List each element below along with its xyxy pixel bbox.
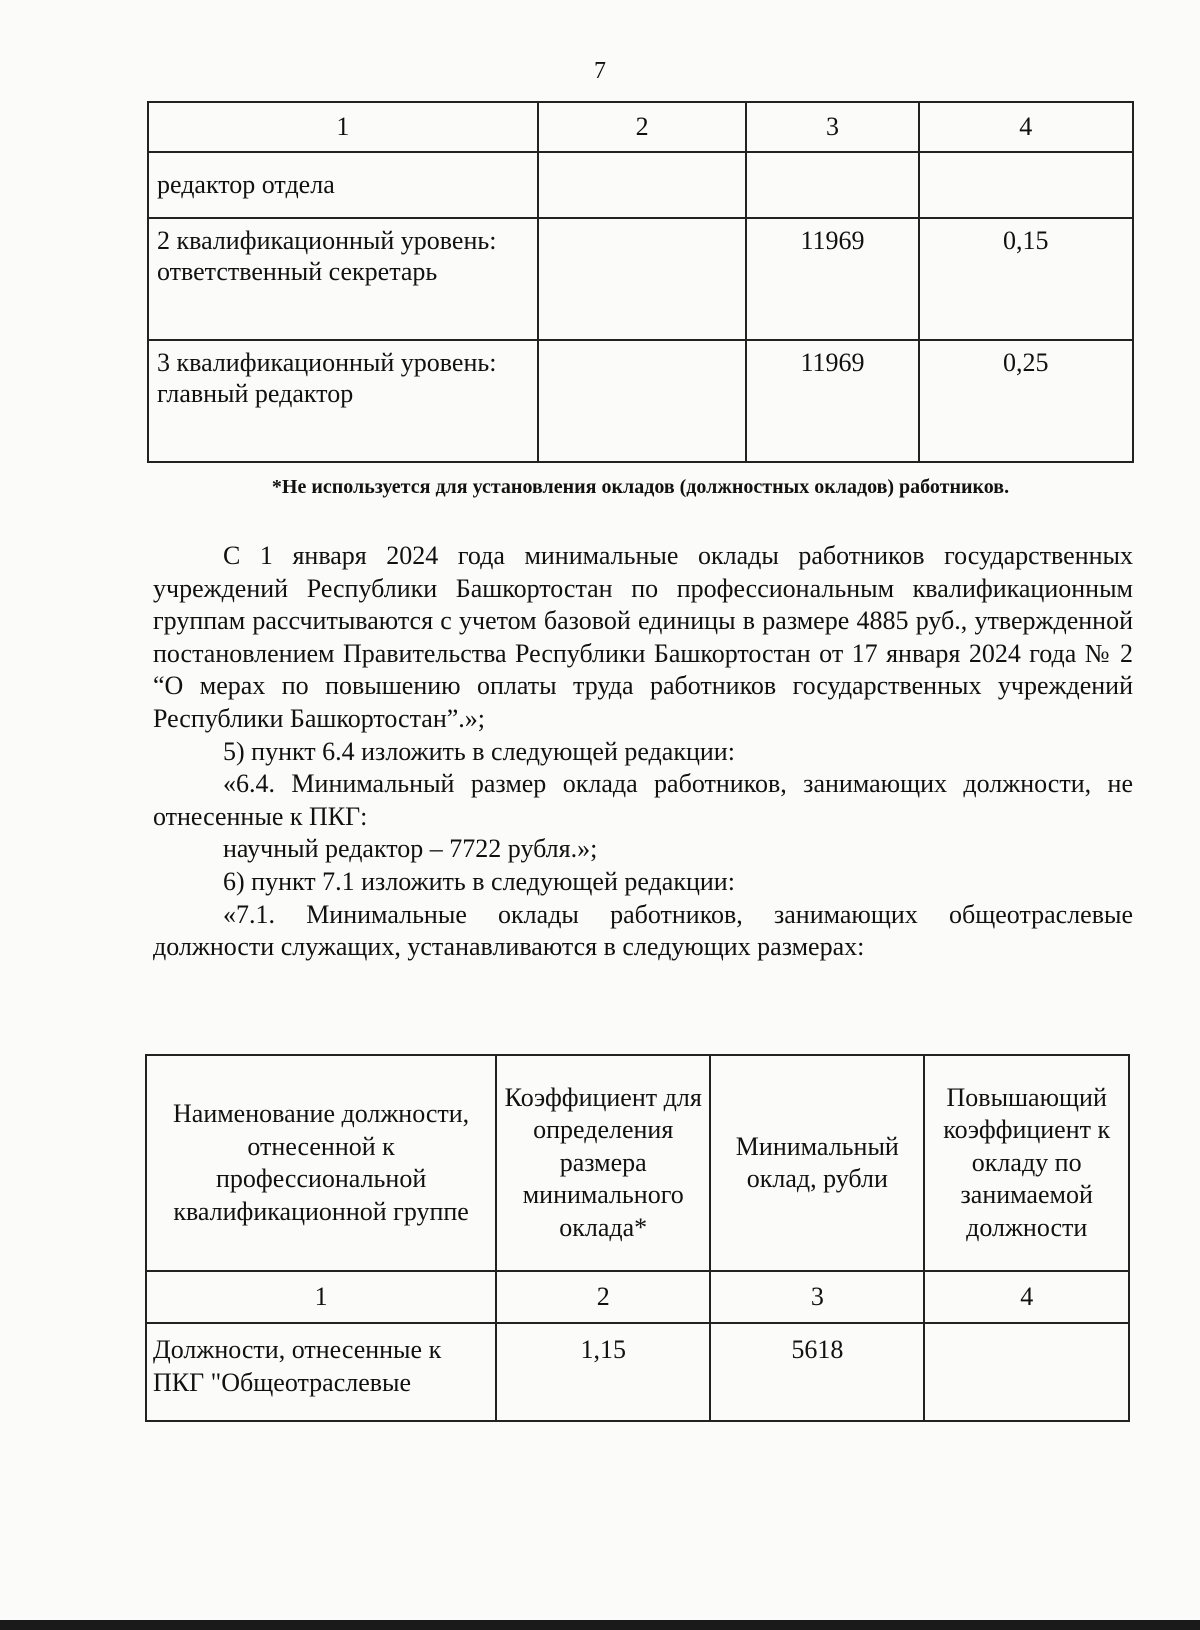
increase-coefficient-cell: 0,25 bbox=[919, 340, 1133, 462]
position-name-cell: 3 квалификационный уровень: главный редактор bbox=[148, 340, 538, 462]
column-number-1: 1 bbox=[146, 1271, 496, 1323]
position-name-cell: Должности, отнесенные к ПКГ "Общеотраслевые bbox=[146, 1323, 496, 1421]
paragraph-base-unit: С 1 января 2024 года минимальные оклады работников государственных учреждений Республики Башкортостан по профессиональным квалификационным группам рассчитываются с учетом базовой единицы в размере 4885 руб., утвержденной постановлением Правительства Республики Башкортостан от 17 января 2024 года № 2 “О мерах по повышению оплаты труда работников государственных учреждений Республики Башкортостан”.»; bbox=[153, 541, 1133, 733]
table-footnote: *Не используется для установления окладов (должностных окладов) работников. bbox=[271, 476, 1010, 498]
column-number-4: 4 bbox=[924, 1271, 1129, 1323]
coefficient-cell bbox=[538, 340, 747, 462]
table-row bbox=[148, 218, 1133, 340]
column-number-3: 3 bbox=[746, 102, 918, 152]
position-name-cell: 2 квалификационный уровень: ответственный секретарь bbox=[148, 218, 538, 340]
header-increase-coefficient: Повышающий коэффициент к окладу по занимаемой должности bbox=[924, 1055, 1129, 1271]
general-positions-salary-table bbox=[145, 1054, 1130, 1422]
position-name-cell: редактор отдела bbox=[148, 152, 538, 218]
header-coefficient: Коэффициент для определения размера минимального оклада* bbox=[496, 1055, 710, 1271]
salary-cell: 5618 bbox=[710, 1323, 924, 1421]
paragraph-clause-6-4: «6.4. Минимальный размер оклада работников, занимающих должности, не отнесенные к ПКГ: bbox=[153, 769, 1133, 831]
paragraph-item-5: 5) пункт 6.4 изложить в следующей редакции: bbox=[223, 736, 735, 766]
table-row bbox=[146, 1323, 1129, 1421]
column-number-3: 3 bbox=[710, 1271, 924, 1323]
coefficient-cell: 1,15 bbox=[496, 1323, 710, 1421]
coefficient-cell bbox=[538, 218, 747, 340]
column-number-2: 2 bbox=[496, 1271, 710, 1323]
salary-cell bbox=[746, 152, 918, 218]
column-number-1: 1 bbox=[148, 102, 538, 152]
paragraph-item-6: 6) пункт 7.1 изложить в следующей редакции: bbox=[223, 866, 735, 896]
header-min-salary: Минимальный оклад, рубли bbox=[710, 1055, 924, 1271]
scan-bottom-edge bbox=[0, 1620, 1200, 1630]
column-number-2: 2 bbox=[538, 102, 747, 152]
table-header-row bbox=[146, 1055, 1129, 1271]
table-header-row bbox=[148, 102, 1133, 152]
increase-coefficient-cell bbox=[919, 152, 1133, 218]
salary-cell: 11969 bbox=[746, 340, 918, 462]
salary-cell: 11969 bbox=[746, 218, 918, 340]
document-body bbox=[153, 540, 1133, 964]
paragraph-clause-7-1: «7.1. Минимальные оклады работников, занимающих общеотраслевые должности служащих, устанавливаются в следующих размерах: bbox=[153, 899, 1133, 962]
header-position-name: Наименование должности, отнесенной к профессиональной квалификационной группе bbox=[146, 1055, 496, 1271]
table-row bbox=[148, 340, 1133, 462]
column-number-4: 4 bbox=[919, 102, 1133, 152]
table-column-numbers-row bbox=[146, 1271, 1129, 1323]
coefficient-cell bbox=[538, 152, 747, 218]
increase-coefficient-cell: 0,15 bbox=[919, 218, 1133, 340]
increase-coefficient-cell bbox=[924, 1323, 1129, 1421]
paragraph-scientific-editor: научный редактор – 7722 рубля.»; bbox=[223, 834, 598, 864]
page-number: 7 bbox=[594, 58, 606, 84]
staff-salary-table-continued bbox=[147, 101, 1134, 463]
table-row bbox=[148, 152, 1133, 218]
